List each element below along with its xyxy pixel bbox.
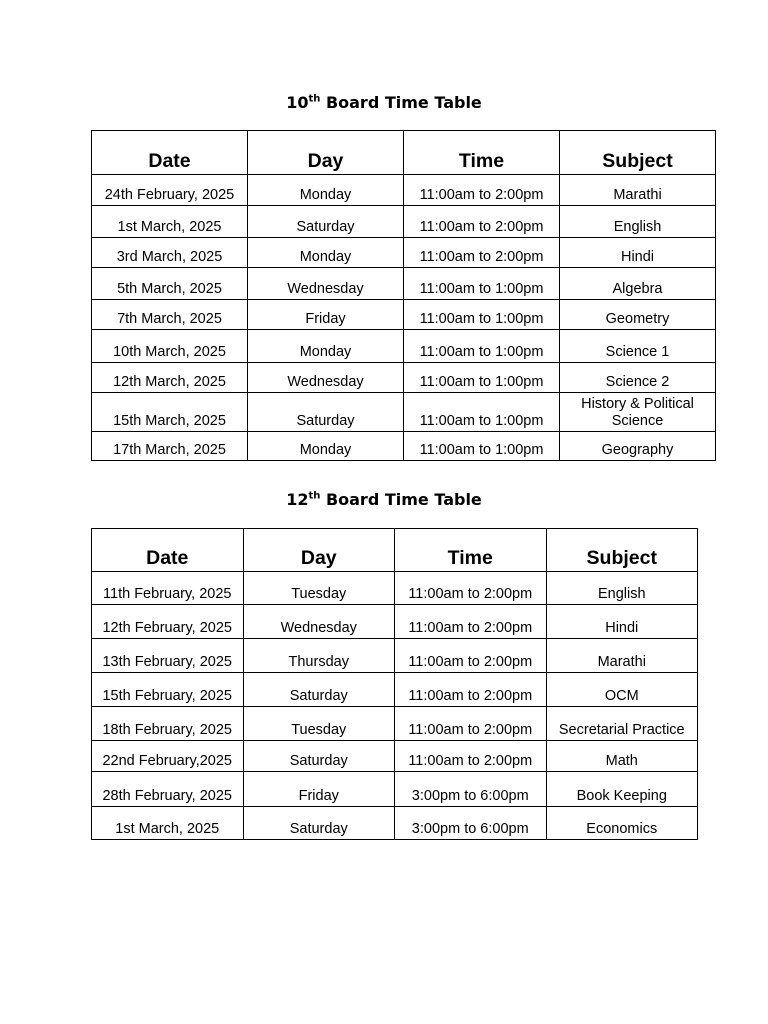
subject-cell: Marathi <box>560 175 716 206</box>
time-cell: 11:00am to 1:00pm <box>404 268 560 300</box>
table10-header-row <box>92 131 716 175</box>
table12-header-time: Time <box>395 529 547 572</box>
table-row <box>92 639 698 673</box>
table-row <box>92 741 698 772</box>
date-cell: 12th March, 2025 <box>92 363 248 393</box>
table12-header-row <box>92 529 698 572</box>
day-cell: Saturday <box>243 673 395 707</box>
table-row <box>92 605 698 639</box>
table-row <box>92 300 716 330</box>
date-cell: 1st March, 2025 <box>92 807 244 840</box>
date-cell: 5th March, 2025 <box>92 268 248 300</box>
subject-cell: Economics <box>546 807 698 840</box>
table-row <box>92 572 698 605</box>
subject-cell: English <box>560 206 716 238</box>
subject-cell: Book Keeping <box>546 772 698 807</box>
table-row <box>92 432 716 461</box>
table-row <box>92 206 716 238</box>
subject-cell: Science 1 <box>560 330 716 363</box>
time-cell: 3:00pm to 6:00pm <box>395 807 547 840</box>
day-cell: Monday <box>248 432 404 461</box>
date-cell: 17th March, 2025 <box>92 432 248 461</box>
time-cell: 11:00am to 2:00pm <box>395 741 547 772</box>
subject-cell: Geometry <box>560 300 716 330</box>
day-cell: Saturday <box>248 206 404 238</box>
table12-header-subject: Subject <box>546 529 698 572</box>
table12-header-date: Date <box>92 529 244 572</box>
day-cell: Wednesday <box>248 268 404 300</box>
table-row <box>92 268 716 300</box>
time-cell: 11:00am to 2:00pm <box>395 707 547 741</box>
subject-cell: Algebra <box>560 268 716 300</box>
time-cell: 11:00am to 1:00pm <box>404 300 560 330</box>
time-cell: 11:00am to 2:00pm <box>395 673 547 707</box>
table10-title-text: Board Time Table <box>320 93 482 112</box>
date-cell: 15th February, 2025 <box>92 673 244 707</box>
day-cell: Monday <box>248 175 404 206</box>
date-cell: 3rd March, 2025 <box>92 238 248 268</box>
subject-cell: Science 2 <box>560 363 716 393</box>
table-row <box>92 707 698 741</box>
table10-title-number: 10 <box>286 93 309 112</box>
table-row <box>92 807 698 840</box>
table10-title <box>0 93 768 112</box>
table-row <box>92 673 698 707</box>
table10-header-day: Day <box>248 131 404 175</box>
date-cell: 11th February, 2025 <box>92 572 244 605</box>
date-cell: 12th February, 2025 <box>92 605 244 639</box>
time-cell: 11:00am to 2:00pm <box>395 639 547 673</box>
subject-cell: Marathi <box>546 639 698 673</box>
table12-title-text: Board Time Table <box>320 490 482 509</box>
day-cell: Monday <box>248 238 404 268</box>
table10-title-sup: th <box>308 93 321 105</box>
date-cell: 10th March, 2025 <box>92 330 248 363</box>
time-cell: 11:00am to 1:00pm <box>404 393 560 432</box>
day-cell: Friday <box>248 300 404 330</box>
date-cell: 22nd February,2025 <box>92 741 244 772</box>
table10-header-time: Time <box>404 131 560 175</box>
date-cell: 1st March, 2025 <box>92 206 248 238</box>
subject-cell: English <box>546 572 698 605</box>
time-cell: 11:00am to 2:00pm <box>404 206 560 238</box>
day-cell: Wednesday <box>248 363 404 393</box>
date-cell: 28th February, 2025 <box>92 772 244 807</box>
date-cell: 15th March, 2025 <box>92 393 248 432</box>
day-cell: Saturday <box>243 741 395 772</box>
subject-cell: Hindi <box>560 238 716 268</box>
time-cell: 11:00am to 2:00pm <box>395 572 547 605</box>
table12-title-sup: th <box>308 490 321 502</box>
table-row <box>92 772 698 807</box>
table12-title <box>0 490 768 509</box>
day-cell: Thursday <box>243 639 395 673</box>
table12-timetable <box>91 528 698 840</box>
table-row <box>92 238 716 268</box>
day-cell: Tuesday <box>243 572 395 605</box>
date-cell: 7th March, 2025 <box>92 300 248 330</box>
time-cell: 11:00am to 2:00pm <box>404 175 560 206</box>
time-cell: 11:00am to 2:00pm <box>395 605 547 639</box>
day-cell: Saturday <box>248 393 404 432</box>
date-cell: 18th February, 2025 <box>92 707 244 741</box>
subject-cell: Secretarial Practice <box>546 707 698 741</box>
day-cell: Wednesday <box>243 605 395 639</box>
table-row <box>92 393 716 432</box>
table12-header-day: Day <box>243 529 395 572</box>
subject-cell: Math <box>546 741 698 772</box>
table-row <box>92 363 716 393</box>
time-cell: 11:00am to 2:00pm <box>404 238 560 268</box>
table-row <box>92 330 716 363</box>
date-cell: 24th February, 2025 <box>92 175 248 206</box>
day-cell: Tuesday <box>243 707 395 741</box>
day-cell: Monday <box>248 330 404 363</box>
time-cell: 11:00am to 1:00pm <box>404 330 560 363</box>
subject-cell: History & Political Science <box>560 393 716 432</box>
table12-title-number: 12 <box>286 490 309 509</box>
table10-header-date: Date <box>92 131 248 175</box>
date-cell: 13th February, 2025 <box>92 639 244 673</box>
subject-cell: OCM <box>546 673 698 707</box>
subject-cell: Hindi <box>546 605 698 639</box>
time-cell: 11:00am to 1:00pm <box>404 432 560 461</box>
table-row <box>92 175 716 206</box>
time-cell: 3:00pm to 6:00pm <box>395 772 547 807</box>
table10-header-subject: Subject <box>560 131 716 175</box>
time-cell: 11:00am to 1:00pm <box>404 363 560 393</box>
day-cell: Saturday <box>243 807 395 840</box>
table10-timetable <box>91 130 716 461</box>
subject-cell: Geography <box>560 432 716 461</box>
day-cell: Friday <box>243 772 395 807</box>
